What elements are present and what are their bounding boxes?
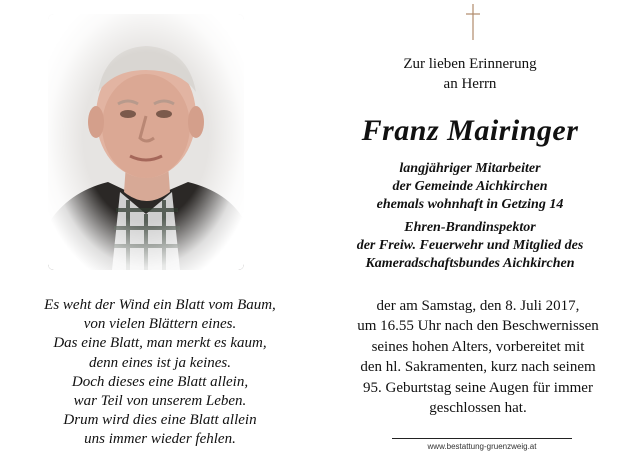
- poem-line: Drum wird dies eine Blatt allein: [63, 412, 257, 429]
- portrait-photo: [48, 14, 244, 270]
- poem-line: Doch dieses eine Blatt allein,: [71, 373, 249, 390]
- intro-line-1: Zur lieben Erinnerung: [403, 56, 537, 72]
- bio-line: Ehren-Brandinspektor: [404, 220, 536, 235]
- poem: [0, 296, 320, 450]
- footer-website: www.bestattung-gruenzweig.at: [427, 442, 537, 451]
- poem-line: war Teil von unserem Leben.: [73, 393, 247, 410]
- death-line: geschlossen hat.: [429, 400, 527, 417]
- intro-line-2: an Herrn: [443, 76, 497, 92]
- biography: [330, 160, 610, 273]
- poem-line: Es weht der Wind ein Blatt vom Baum,: [44, 297, 276, 313]
- death-line: seines hohen Alters, vorbereitet mit: [371, 338, 585, 355]
- death-line: 95. Geburtstag seine Augen für immer: [363, 379, 593, 396]
- bio-line: der Freiw. Feuerwehr und Mitglied des: [356, 238, 584, 253]
- intro-text: [360, 54, 580, 94]
- death-line: den hl. Sakramenten, kurz nach seinem: [360, 359, 596, 376]
- poem-line: denn eines ist ja keines.: [88, 354, 232, 371]
- deceased-name: Franz Mairinger: [361, 114, 579, 147]
- poem-line: von vielen Blättern eines.: [83, 316, 237, 333]
- bio-line: Kameradschaftsbundes Aichkirchen: [365, 256, 575, 271]
- portrait-image: [48, 14, 244, 270]
- death-line: der am Samstag, den 8. Juli 2017,: [376, 298, 580, 314]
- footer-divider: [392, 438, 572, 439]
- death-line: um 16.55 Uhr nach den Beschwernissen: [357, 318, 599, 335]
- poem-line: Das eine Blatt, man merkt es kaum,: [53, 335, 267, 352]
- poem-line: uns immer wieder fehlen.: [84, 431, 236, 448]
- cross-icon: [466, 4, 480, 40]
- bio-line: der Gemeinde Aichkirchen: [392, 179, 548, 194]
- death-notice: [330, 296, 626, 418]
- bio-line: ehemals wohnhaft in Getzing 14: [376, 197, 564, 212]
- bio-line: langjähriger Mitarbeiter: [399, 161, 541, 176]
